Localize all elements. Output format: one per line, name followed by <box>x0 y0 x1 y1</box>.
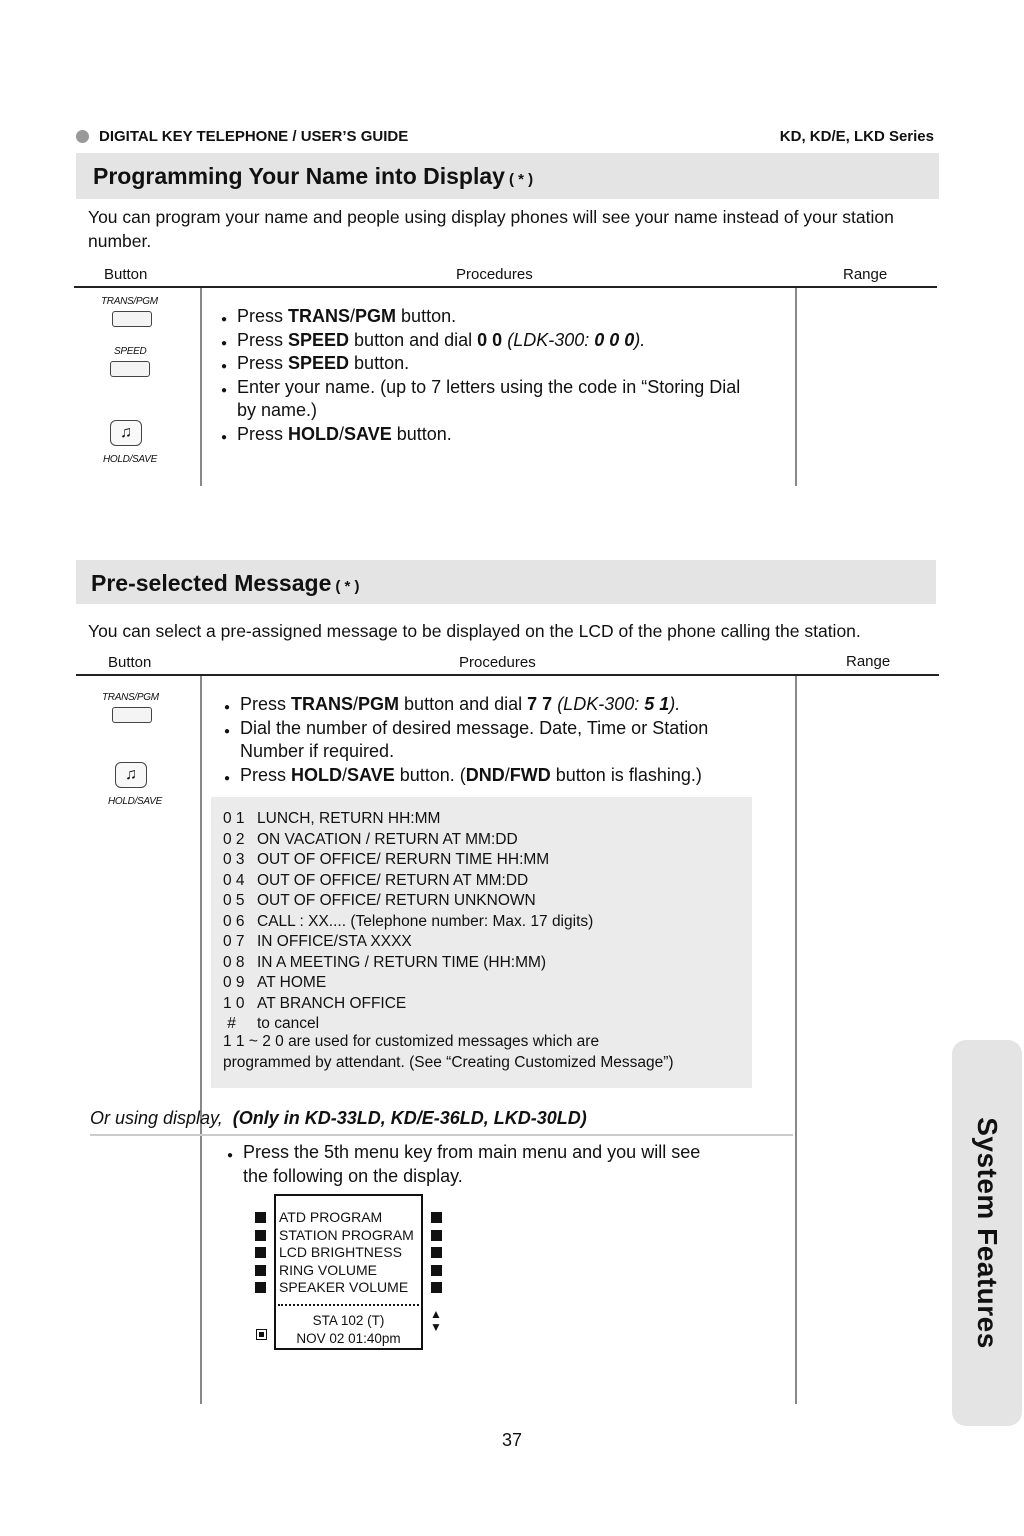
trans-pgm-label-2: TRANS/PGM <box>102 692 159 703</box>
message-code: 0 3 <box>223 851 245 868</box>
message-code: 1 0 <box>223 994 245 1012</box>
lcd-menu-item: RING VOLUME <box>279 1261 378 1278</box>
lcd-menu-item: SPEAKER VOLUME <box>279 1279 409 1295</box>
lcd-menu-item: LCD BRIGHTNESS <box>279 1244 402 1260</box>
trans-pgm-label: TRANS/PGM <box>101 296 158 307</box>
section2-step-1: ● Press TRANS/PGM button and dial 7 7 (LDK-300: 5 1). <box>224 693 789 717</box>
section1-col-range: Range <box>843 266 888 283</box>
hold-save-key-icon-2: ♫ <box>115 762 147 788</box>
message-list-box <box>211 797 752 1088</box>
message-text: AT BRANCH OFFICE <box>257 994 407 1012</box>
section2-title-bar <box>76 560 936 604</box>
message-row <box>223 830 593 851</box>
running-header-right: KD, KD/E, LKD Series <box>779 128 934 145</box>
trans-pgm-key-icon <box>112 311 152 327</box>
message-row <box>223 850 593 871</box>
message-row <box>223 932 593 953</box>
section1-intro: You can program your name and people using display phones will see your name instead of your station number. <box>88 207 894 251</box>
lcd-menu-item: ATD PROGRAM <box>279 1209 383 1225</box>
message-row <box>223 871 593 892</box>
side-tab-label: System Features <box>972 1117 1003 1349</box>
lcd-left-key-2-icon <box>255 1230 266 1241</box>
section1-step-4-cont: by name.) <box>237 400 318 420</box>
section2-header-rule <box>76 674 939 676</box>
message-list <box>223 809 593 1035</box>
message-row <box>223 953 593 974</box>
or-display-text: Or using display, <box>90 1108 223 1128</box>
message-text: LUNCH, RETURN HH:MM <box>257 810 441 827</box>
lcd-right-key-5-icon <box>431 1282 442 1293</box>
message-row <box>223 994 593 1015</box>
message-text: AT HOME <box>257 974 327 991</box>
display-step-1: ● Press the 5th menu key from main menu and you will see <box>227 1141 792 1165</box>
lcd-separator <box>278 1304 419 1306</box>
lcd-menu-item: STATION PROGRAM <box>279 1226 414 1243</box>
page-number: 37 <box>501 1430 523 1450</box>
message-text: ON VACATION / RETURN AT MM:DD <box>257 830 518 848</box>
display-procedure <box>227 1141 792 1188</box>
speed-key-icon <box>110 361 150 377</box>
section2-procedure-list <box>224 693 789 787</box>
section1-procedure-list <box>221 305 791 446</box>
bullet-dot-icon <box>76 130 89 143</box>
or-display-line <box>90 1108 587 1129</box>
lcd-left-key-4-icon <box>255 1265 266 1276</box>
custom-note-line-2: programmed by attendant. (See “Creating Customized Message”) <box>223 1054 674 1071</box>
section1-header-rule <box>74 286 937 288</box>
message-text: to cancel <box>257 1015 320 1032</box>
message-code: 0 5 <box>223 892 245 909</box>
lcd-left-key-1-icon <box>255 1212 266 1223</box>
lcd-right-key-3-icon <box>431 1247 442 1258</box>
message-code: 0 6 <box>223 912 245 930</box>
lcd-left-key-5-icon <box>255 1282 266 1293</box>
section2-col-procedures: Procedures <box>459 654 536 671</box>
lcd-left-key-6-icon <box>256 1329 267 1340</box>
running-header-left <box>76 128 408 145</box>
hold-save-key-icon: ♫ <box>110 420 142 446</box>
speed-label: SPEED <box>114 346 147 357</box>
section1-col-button: Button <box>104 266 148 283</box>
trans-pgm-key-icon-2 <box>112 707 152 723</box>
side-tab <box>952 1040 1022 1426</box>
section1-col-divider-left <box>200 288 202 486</box>
or-display-rule <box>90 1134 793 1136</box>
section1-col-divider-right <box>795 288 797 486</box>
lcd-display <box>274 1194 423 1350</box>
section1-step-1: ● Press TRANS/PGM button. <box>221 305 791 329</box>
message-code: 0 9 <box>223 974 245 991</box>
section2-step-2-cont: Number if required. <box>240 741 395 761</box>
hold-save-label-2: HOLD/SAVE <box>108 796 162 807</box>
section2-intro: You can select a pre-assigned message to be displayed on the LCD of the phone calling the station. <box>88 621 861 641</box>
hold-save-label: HOLD/SAVE <box>103 454 157 465</box>
lcd-right-key-4-icon <box>431 1265 442 1276</box>
message-row <box>223 809 593 830</box>
lcd-right-key-1-icon <box>431 1212 442 1223</box>
lcd-status-2: NOV 02 01:40pm <box>296 1331 401 1346</box>
section1-step-3: ● Press SPEED button. <box>221 352 791 376</box>
message-code: 0 4 <box>223 871 245 889</box>
section1-col-procedures: Procedures <box>456 266 533 283</box>
section2-col-divider-right <box>795 676 797 1404</box>
section2-step-2: ● Dial the number of desired message. Date, Time or Station <box>224 717 789 741</box>
lcd-scroll-arrows-icon: ▲ ▼ <box>430 1307 442 1334</box>
section1-step-2: ● Press SPEED button and dial 0 0 (LDK-300: 0 0 0). <box>221 329 791 353</box>
message-text: OUT OF OFFICE/ RERURN TIME HH:MM <box>257 851 550 868</box>
message-code: 0 2 <box>223 830 245 848</box>
message-text: CALL : XX.... (Telephone number: Max. 17 digits) <box>257 912 594 930</box>
section1-step-4: ● Enter your name. (up to 7 letters using the code in “Storing Dial <box>221 376 791 400</box>
message-code: # <box>223 1015 236 1032</box>
message-code: 0 1 <box>223 810 245 827</box>
lcd-right-key-2-icon <box>431 1230 442 1241</box>
lcd-menu-items <box>279 1209 414 1297</box>
message-row <box>223 973 593 994</box>
display-step-1-cont: the following on the display. <box>243 1165 463 1186</box>
section1-step-5: ● Press HOLD/SAVE button. <box>221 423 791 447</box>
section2-step-3: ● Press HOLD/SAVE button. (DND/FWD button is flashing.) <box>224 764 789 788</box>
section2-col-range: Range <box>846 653 891 670</box>
lcd-status-1: STA 102 (T) <box>312 1313 385 1328</box>
section2-col-button: Button <box>108 654 152 671</box>
message-code: 0 8 <box>223 953 245 971</box>
section2-star: ( * ) <box>335 578 360 595</box>
guide-title: DIGITAL KEY TELEPHONE / USER’S GUIDE <box>99 128 409 145</box>
section2-col-divider-left <box>200 676 202 1404</box>
message-text: OUT OF OFFICE/ RETURN UNKNOWN <box>257 892 536 909</box>
message-code: 0 7 <box>223 933 245 950</box>
message-text: IN A MEETING / RETURN TIME (HH:MM) <box>257 953 547 971</box>
or-display-models: (Only in KD-33LD, KD/E-36LD, LKD-30LD) <box>232 1108 587 1128</box>
custom-note-line-1: 1 1 ~ 2 0 are used for customized messages which are <box>223 1033 600 1050</box>
section2-title: Pre-selected Message <box>91 570 332 596</box>
lcd-left-key-3-icon <box>255 1247 266 1258</box>
message-row <box>223 891 593 912</box>
section1-title-bar <box>76 153 939 199</box>
section1-title: Programming Your Name into Display <box>93 163 505 189</box>
message-text: OUT OF OFFICE/ RETURN AT MM:DD <box>257 871 529 889</box>
message-text: IN OFFICE/STA XXXX <box>257 933 412 950</box>
section1-star: ( * ) <box>508 171 534 188</box>
message-row <box>223 912 593 933</box>
